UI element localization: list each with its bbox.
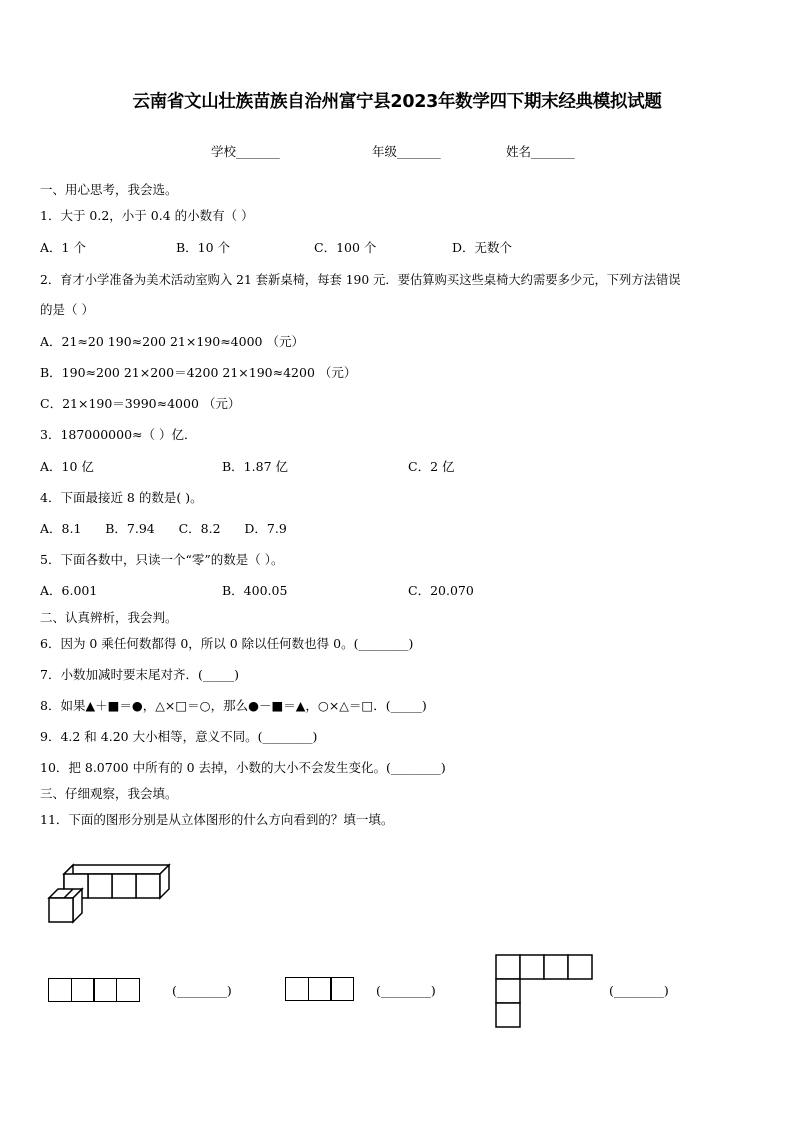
question-9: 9．4.2 和 4.20 大小相等，意义不同。(________)	[40, 729, 318, 744]
section-2-heading: 二、认真辨析，我会判。	[40, 610, 178, 625]
question-7: 7．小数加减时要末尾对齐．(_____)	[40, 667, 239, 682]
question-5-option-a: A．6.001	[40, 583, 98, 598]
question-2-stem-cont: 的是（ ）	[40, 302, 94, 317]
question-1-stem: 1．大于 0.2，小于 0.4 的小数有（ ）	[40, 208, 254, 223]
question-2-option-c: C．21×190＝3990≈4000 （元）	[40, 396, 241, 411]
question-3-option-a: A．10 亿	[40, 459, 94, 474]
question-1-option-c: C．100 个	[314, 240, 377, 255]
question-6: 6．因为 0 乘任何数都得 0，所以 0 除以任何数也得 0。(________)	[40, 636, 414, 651]
view-three-squares	[285, 977, 354, 1001]
question-11-stem: 11．下面的图形分别是从立体图形的什么方向看到的？填一填。	[40, 812, 394, 827]
question-1-option-d: D．无数个	[452, 240, 513, 255]
question-5-stem: 5．下面各数中，只读一个“零”的数是（ ）。	[40, 552, 284, 567]
school-field: 学校_______	[211, 144, 280, 159]
question-5-option-c: C．20.070	[408, 583, 474, 598]
question-8: 8．如果▲＋■＝●，△×□＝○，那么●－■＝▲，○×△＝□．(_____)	[40, 698, 427, 713]
question-2-option-b: B．190≈200 21×200＝4200 21×190≈4200 （元）	[40, 365, 357, 380]
name-field: 姓名_______	[506, 144, 575, 159]
answer-blank-3[interactable]: (________)	[609, 983, 669, 998]
question-1-option-a: A．1 个	[40, 240, 86, 255]
question-1-option-b: B．10 个	[176, 240, 231, 255]
answer-blank-1[interactable]: (________)	[172, 983, 232, 998]
question-3-option-b: B．1.87 亿	[222, 459, 288, 474]
grade-field: 年级_______	[372, 144, 441, 159]
view-four-squares	[48, 978, 140, 1002]
question-4-stem: 4．下面最接近 8 的数是( )。	[40, 490, 203, 505]
view-l-shape	[495, 954, 595, 1030]
page-title: 云南省文山壮族苗族自治州富宁县2023年数学四下期末经典模拟试题	[132, 92, 662, 112]
section-1-heading: 一、用心思考，我会选。	[40, 182, 178, 197]
question-5-option-b: B．400.05	[222, 583, 288, 598]
question-4-options: A．8.1 B．7.94 C．8.2 D．7.9	[40, 521, 287, 536]
cube-stack-figure	[44, 858, 176, 924]
section-3-heading: 三、仔细观察，我会填。	[40, 786, 178, 801]
question-2-option-a: A．21≈20 190≈200 21×190≈4000 （元）	[40, 334, 304, 349]
answer-blank-2[interactable]: (________)	[376, 983, 436, 998]
question-10: 10．把 8.0700 中所有的 0 去掉，小数的大小不会发生变化。(________)	[40, 760, 446, 775]
question-3-stem: 3．187000000≈（ ）亿．	[40, 427, 197, 442]
question-3-option-c: C．2 亿	[408, 459, 455, 474]
question-2-stem: 2．育才小学准备为美术活动室购入 21 套新桌椅，每套 190 元．要估算购买这些桌椅大约需要多少元，下列方法错误	[40, 273, 681, 287]
